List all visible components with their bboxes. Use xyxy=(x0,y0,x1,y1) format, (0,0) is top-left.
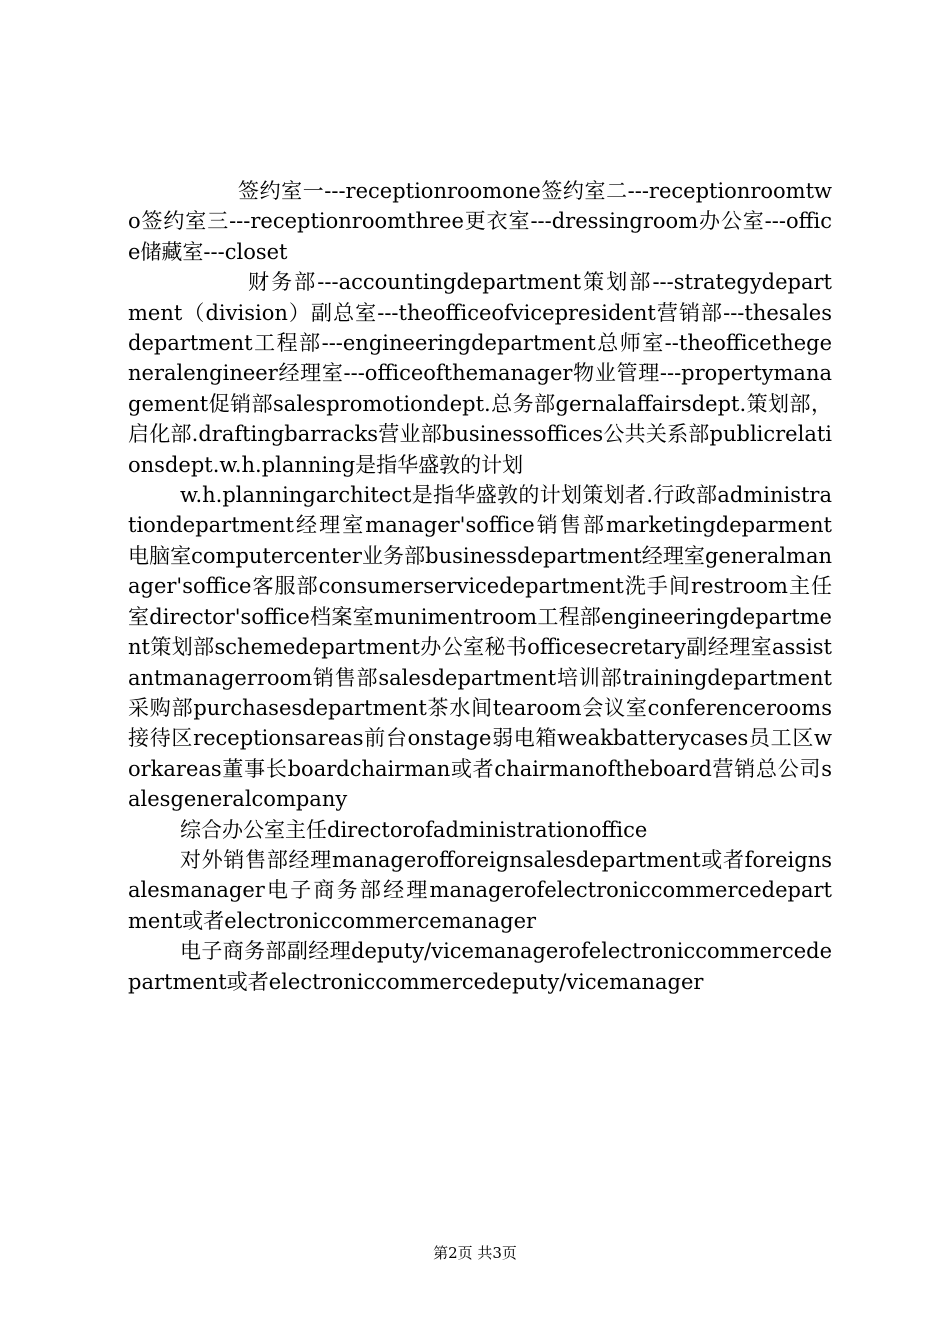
paragraph-ecommerce-deputy: 电子商务部副经理deputy/vicemanagerofelectroniccommercedepartment或者electroniccommercedeputy/vicemanager xyxy=(128,939,832,994)
paragraph-departments-1: 财务部---accountingdepartment策划部---strategydepartment（division）副总室---theofficeofvicepresident营销部---thesalesdepartment工程部---engineeringdepartment总师室--theofficethegeneralengineer经理室---officeofthemanager物业管理---propertymanagement促销部salespromotiondept.总务部gernalaffairsdept.策划部，启化部.draftingbarracks营业部businessoffices公共关系部publicrelationsdept.w.h.planning是指华盛敦的计划 xyxy=(128,270,832,477)
paragraph-departments-2: w.h.planningarchitect是指华盛敦的计划策划者.行政部administrationdepartment经理室manager'soffice销售部marketingdeparment电脑室computercenter业务部businessdepartment经理室generalmanager'soffice客服部consumerservicedepartment洗手间restroom主任室director'soffice档案室munimentroom工程部engineeringdepartment策划部schemedepartment办公室秘书officesecretary副经理室assistantmanagerroom销售部salesdepartment培训部trainingdepartment采购部purchasesdepartment茶水间tearoom会议室conferencerooms接待区receptionsareas前台onstage弱电箱weakbatterycases员工区workareas董事长boardchairman或者chairmanoftheboard营销总公司salesgeneralcompany xyxy=(128,483,832,812)
document-body xyxy=(128,176,832,997)
paragraph-sales-managers: 对外销售部经理managerofforeignsalesdepartment或者foreignsalesmanager电子商务部经理managerofelectroniccommercedepartment或者electroniccommercemanager xyxy=(128,847,832,933)
page-number-footer: 第2页 共3页 xyxy=(433,1244,517,1262)
paragraph-admin-director: 综合办公室主任directorofadministrationoffice xyxy=(180,817,648,842)
paragraph-reception-rooms: 签约室一---receptionroomone签约室二---receptionroomtwo签约室三---receptionroomthree更衣室---dressingroom办公室---office储藏室---closet xyxy=(128,179,832,264)
